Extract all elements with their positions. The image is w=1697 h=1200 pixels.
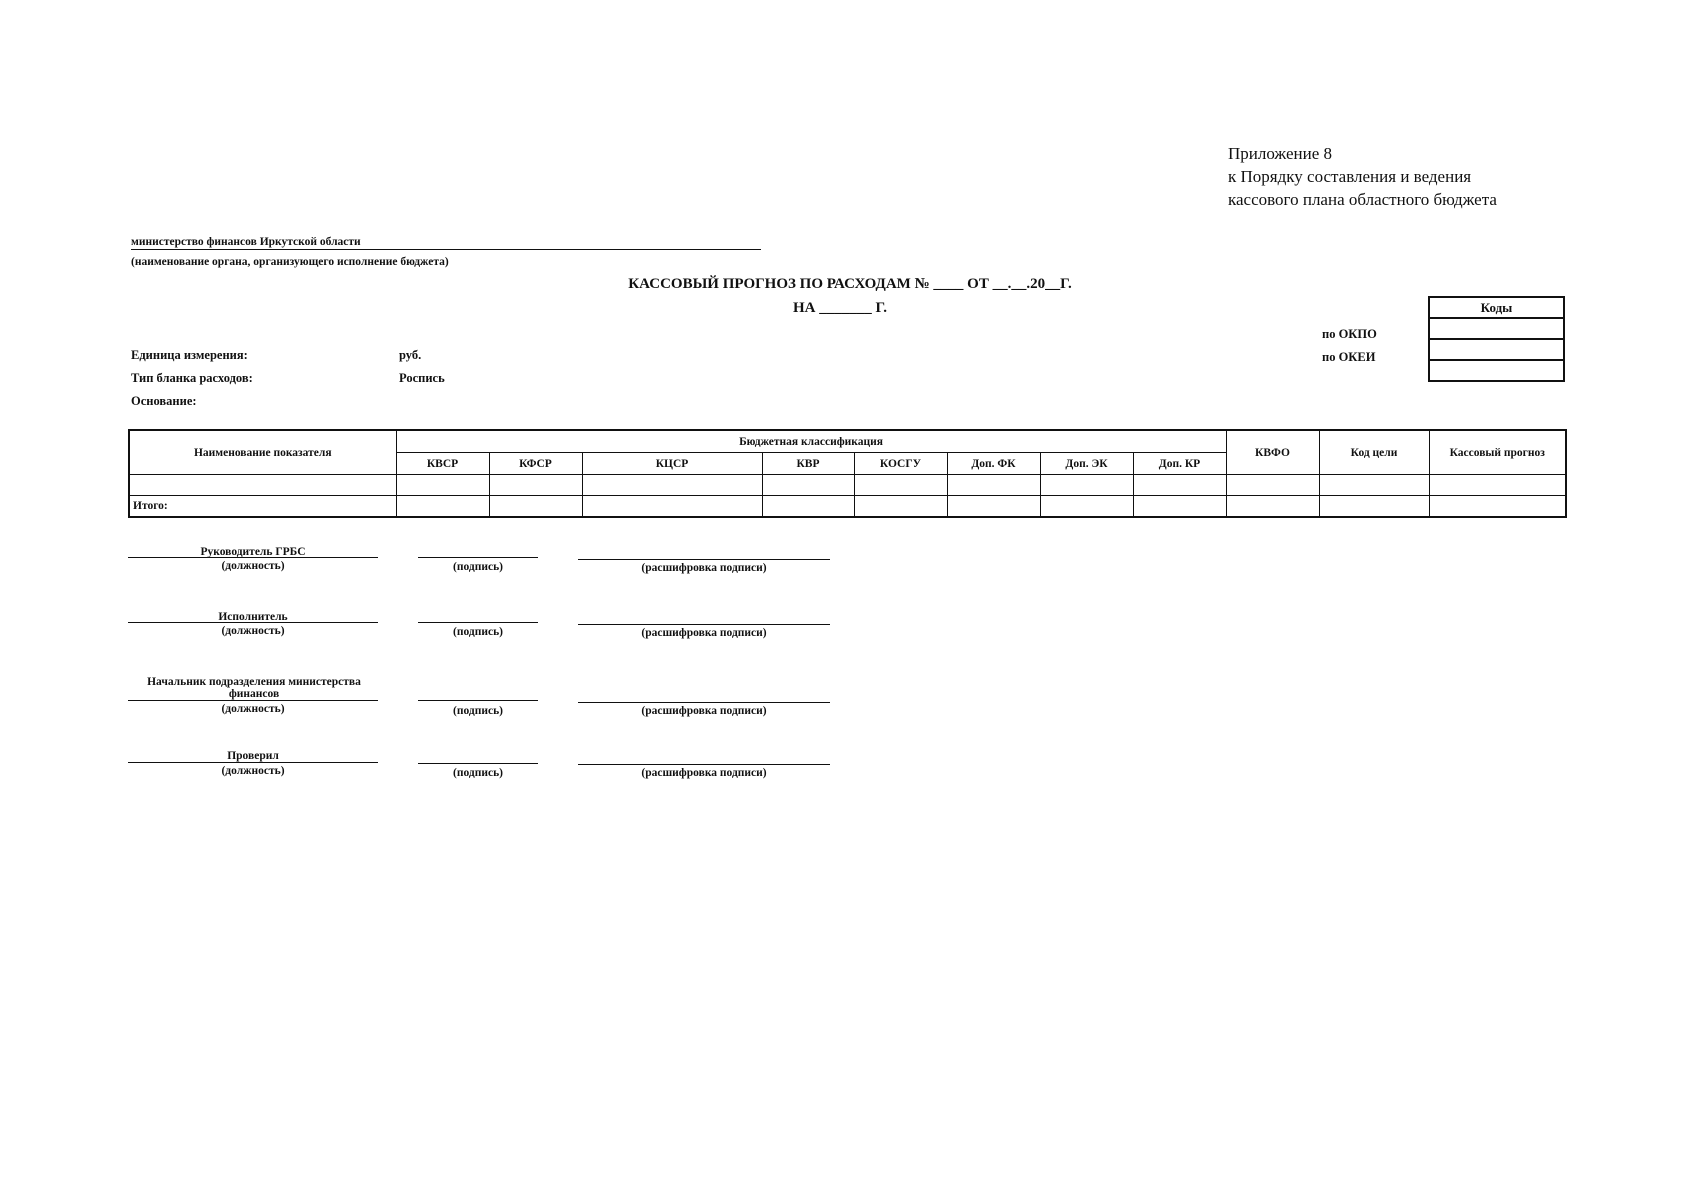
col-kosgu: КОСГУ — [854, 453, 947, 475]
basis-label: Основание: — [131, 394, 197, 408]
signature-3-position-caption: (должность) — [221, 703, 285, 715]
signature-3-sign-caption: (подпись) — [453, 705, 503, 717]
table-cell[interactable] — [762, 475, 854, 496]
signature-4-position-caption: (должность) — [221, 765, 285, 777]
codes-table — [1428, 296, 1565, 382]
table-cell[interactable] — [396, 496, 489, 518]
table-cell[interactable] — [582, 496, 762, 518]
signature-1-position-line[interactable] — [128, 557, 378, 558]
table-cell[interactable] — [1040, 475, 1133, 496]
signature-2-sign-line[interactable] — [418, 622, 538, 623]
table-cell[interactable] — [1226, 496, 1319, 518]
signature-4-decode-caption: (расшифровка подписи) — [641, 767, 767, 779]
table-cell[interactable] — [1429, 475, 1566, 496]
signature-3-decode-caption: (расшифровка подписи) — [641, 705, 767, 717]
table-cell[interactable] — [947, 496, 1040, 518]
col-dop-fk: Доп. ФК — [947, 453, 1040, 475]
signature-1-position-caption: (должность) — [221, 560, 285, 572]
signature-2-sign-caption: (подпись) — [453, 626, 503, 638]
table-cell[interactable] — [854, 475, 947, 496]
col-goal-code: Код цели — [1319, 430, 1429, 475]
col-dop-kr: Доп. КР — [1133, 453, 1226, 475]
table-cell[interactable] — [1040, 496, 1133, 518]
signature-2-position: Исполнитель — [218, 611, 288, 623]
total-row — [129, 496, 1566, 518]
okei-label: по ОКЕИ — [1322, 350, 1376, 364]
table-cell[interactable] — [1429, 496, 1566, 518]
blank-type-value: Роспись — [399, 371, 445, 385]
document-title: КАССОВЫЙ ПРОГНОЗ ПО РАСХОДАМ № ____ ОТ __.__.20__Г. — [628, 276, 1072, 292]
table-cell[interactable] — [582, 475, 762, 496]
appendix-line-1: Приложение 8 — [1228, 144, 1332, 163]
col-kcsr: КЦСР — [582, 453, 762, 475]
table-cell[interactable] — [489, 496, 582, 518]
signature-1-sign-line[interactable] — [418, 557, 538, 558]
appendix-line-2: к Порядку составления и ведения — [1228, 167, 1472, 186]
codes-header: Коды — [1429, 297, 1564, 318]
signature-1-position: Руководитель ГРБС — [200, 546, 306, 558]
signature-4-decode-line[interactable] — [578, 764, 830, 765]
table-cell[interactable] — [762, 496, 854, 518]
forecast-table — [128, 429, 1567, 518]
table-cell[interactable] — [1133, 496, 1226, 518]
unit-label: Единица измерения: — [131, 348, 248, 362]
okei-code-cell[interactable] — [1429, 339, 1564, 360]
organization-caption: (наименование органа, организующего исполнение бюджета) — [131, 256, 449, 268]
table-cell[interactable] — [947, 475, 1040, 496]
table-cell[interactable] — [129, 475, 396, 496]
total-label: Итого: — [129, 496, 396, 518]
table-cell[interactable] — [854, 496, 947, 518]
col-kvr: КВР — [762, 453, 854, 475]
document-subtitle: НА _______ Г. — [792, 300, 888, 316]
signature-4-sign-caption: (подпись) — [453, 767, 503, 779]
signature-1-decode-caption: (расшифровка подписи) — [641, 562, 767, 574]
appendix-line-3: кассового плана областного бюджета — [1228, 190, 1497, 209]
col-indicator-name: Наименование показателя — [129, 430, 396, 475]
appendix-note — [1228, 142, 1497, 211]
col-cash-forecast: Кассовый прогноз — [1429, 430, 1566, 475]
signature-3-sign-line[interactable] — [418, 700, 538, 701]
table-cell[interactable] — [396, 475, 489, 496]
signature-3-position-line[interactable] — [128, 700, 378, 701]
col-kvsr: КВСР — [396, 453, 489, 475]
signature-3-position: Начальник подразделения министерства финансов — [147, 676, 361, 700]
signature-4-position: Проверил — [227, 750, 279, 762]
okpo-label: по ОКПО — [1322, 327, 1377, 341]
signature-1-decode-line[interactable] — [578, 559, 830, 560]
table-cell[interactable] — [1319, 496, 1429, 518]
col-kvfo: КВФО — [1226, 430, 1319, 475]
signature-2-position-line[interactable] — [128, 622, 378, 623]
blank-type-label: Тип бланка расходов: — [131, 371, 253, 385]
table-row — [129, 475, 1566, 496]
col-kfsr: КФСР — [489, 453, 582, 475]
organization-name: министерство финансов Иркутской области — [131, 236, 761, 250]
signature-3-decode-line[interactable] — [578, 702, 830, 703]
signature-4-position-line[interactable] — [128, 762, 378, 763]
col-budget-classification: Бюджетная классификация — [396, 430, 1226, 453]
signature-1-sign-caption: (подпись) — [453, 561, 503, 573]
table-cell[interactable] — [1319, 475, 1429, 496]
table-cell[interactable] — [489, 475, 582, 496]
signature-4-sign-line[interactable] — [418, 763, 538, 764]
col-dop-ek: Доп. ЭК — [1040, 453, 1133, 475]
signature-2-decode-line[interactable] — [578, 624, 830, 625]
okpo-code-cell[interactable] — [1429, 318, 1564, 339]
signature-2-decode-caption: (расшифровка подписи) — [641, 627, 767, 639]
unit-value: руб. — [399, 348, 422, 362]
extra-code-cell[interactable] — [1429, 360, 1564, 381]
signature-2-position-caption: (должность) — [221, 625, 285, 637]
table-cell[interactable] — [1133, 475, 1226, 496]
table-cell[interactable] — [1226, 475, 1319, 496]
